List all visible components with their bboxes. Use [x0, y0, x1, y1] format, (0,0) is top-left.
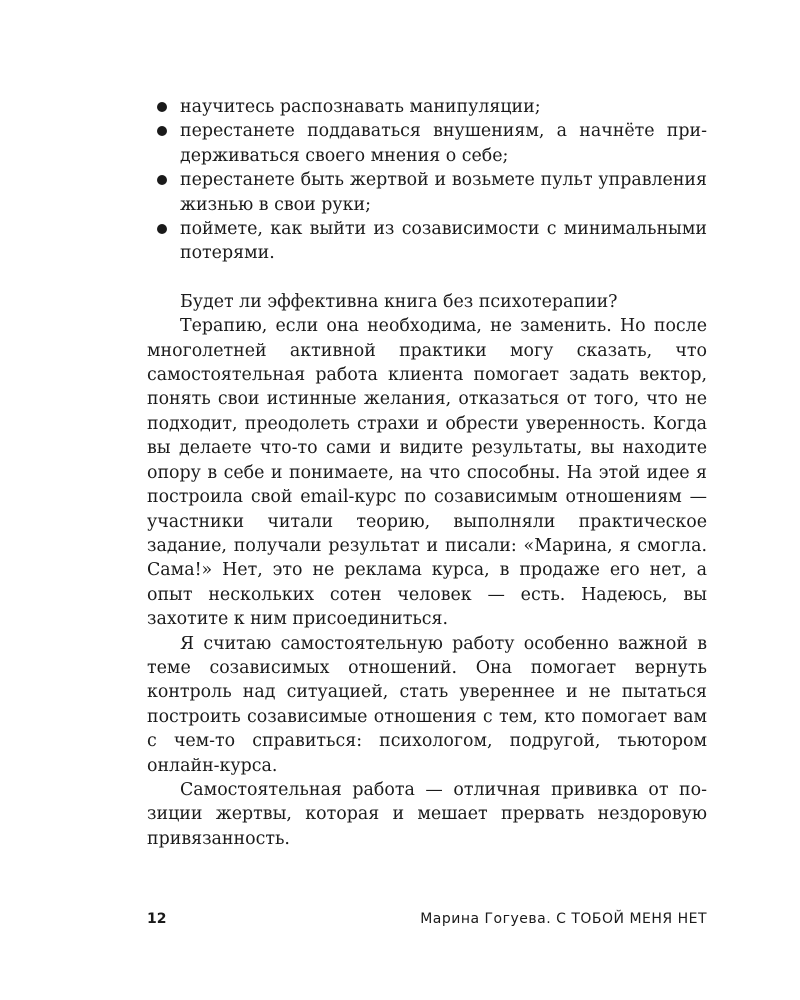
bullet-item [180, 119, 707, 168]
running-head: Марина Гогуева. С ТОБОЙ МЕНЯ НЕТ [420, 911, 707, 927]
bullet-text: поймете, как выйти из созависимости с минимальными потерями. [180, 219, 707, 264]
page-number: 12 [147, 911, 167, 927]
bullet-item [180, 95, 707, 119]
bullet-text: научитесь распознавать манипуляции; [180, 97, 541, 117]
page-body [147, 95, 707, 851]
paragraph: Я считаю самостоятельную работу особенно важной в теме созависимых отношений. Она помогает вернуть контроль над ситуацией, стать увереннее и не пытаться построить созависимые отношения с тем, кто помогает вам с чем-то справиться: психологом, подругой, тьютором онлайн-курса. [147, 633, 707, 776]
paragraph: Терапию, если она необходима, не заменить. Но после многолетней активной практики могу сказать, что самостоятельная работа клиента помогает задать вектор, понять свои истинные желания, отказаться от того, что не подходит, преодолеть страхи и обрести уверенность. Когда вы делаете что-то сами и видите результаты, вы находите опору в себе и понимаете, на что способны. На этой идее я построила свой email-курс по созависимым отношениям — участники читали теорию, выполняли практическое задание, получали результат и писали: «Марина, я смогла. Сама!» Нет, это не реклама курса, в продаже его нет, а опыт нескольких сотен человек — есть. Надеюсь, вы захотите к ним присоединиться. [147, 316, 707, 630]
bullet-item [180, 217, 707, 266]
bullet-list [147, 95, 707, 266]
bullet-text: перестанете быть жертвой и возьмете пульт управления жизнью в свои руки; [180, 170, 707, 215]
paragraph: Самостоятельная работа — отличная прививка от позиции жертвы, которая и мешает прервать нездоровую привязанность. [147, 779, 707, 849]
bullet-item [180, 168, 707, 217]
bullet-dot-icon [157, 175, 167, 185]
bullet-dot-icon [157, 126, 167, 136]
bullet-dot-icon [157, 102, 167, 112]
bullet-text: перестанете поддаваться внушениям, а начнёте придерживаться своего мнения о себе; [180, 121, 707, 166]
bullet-dot-icon [157, 224, 167, 234]
page-footer [147, 908, 707, 930]
paragraph-question: Будет ли эффективна книга без психотерапии? [180, 291, 618, 312]
